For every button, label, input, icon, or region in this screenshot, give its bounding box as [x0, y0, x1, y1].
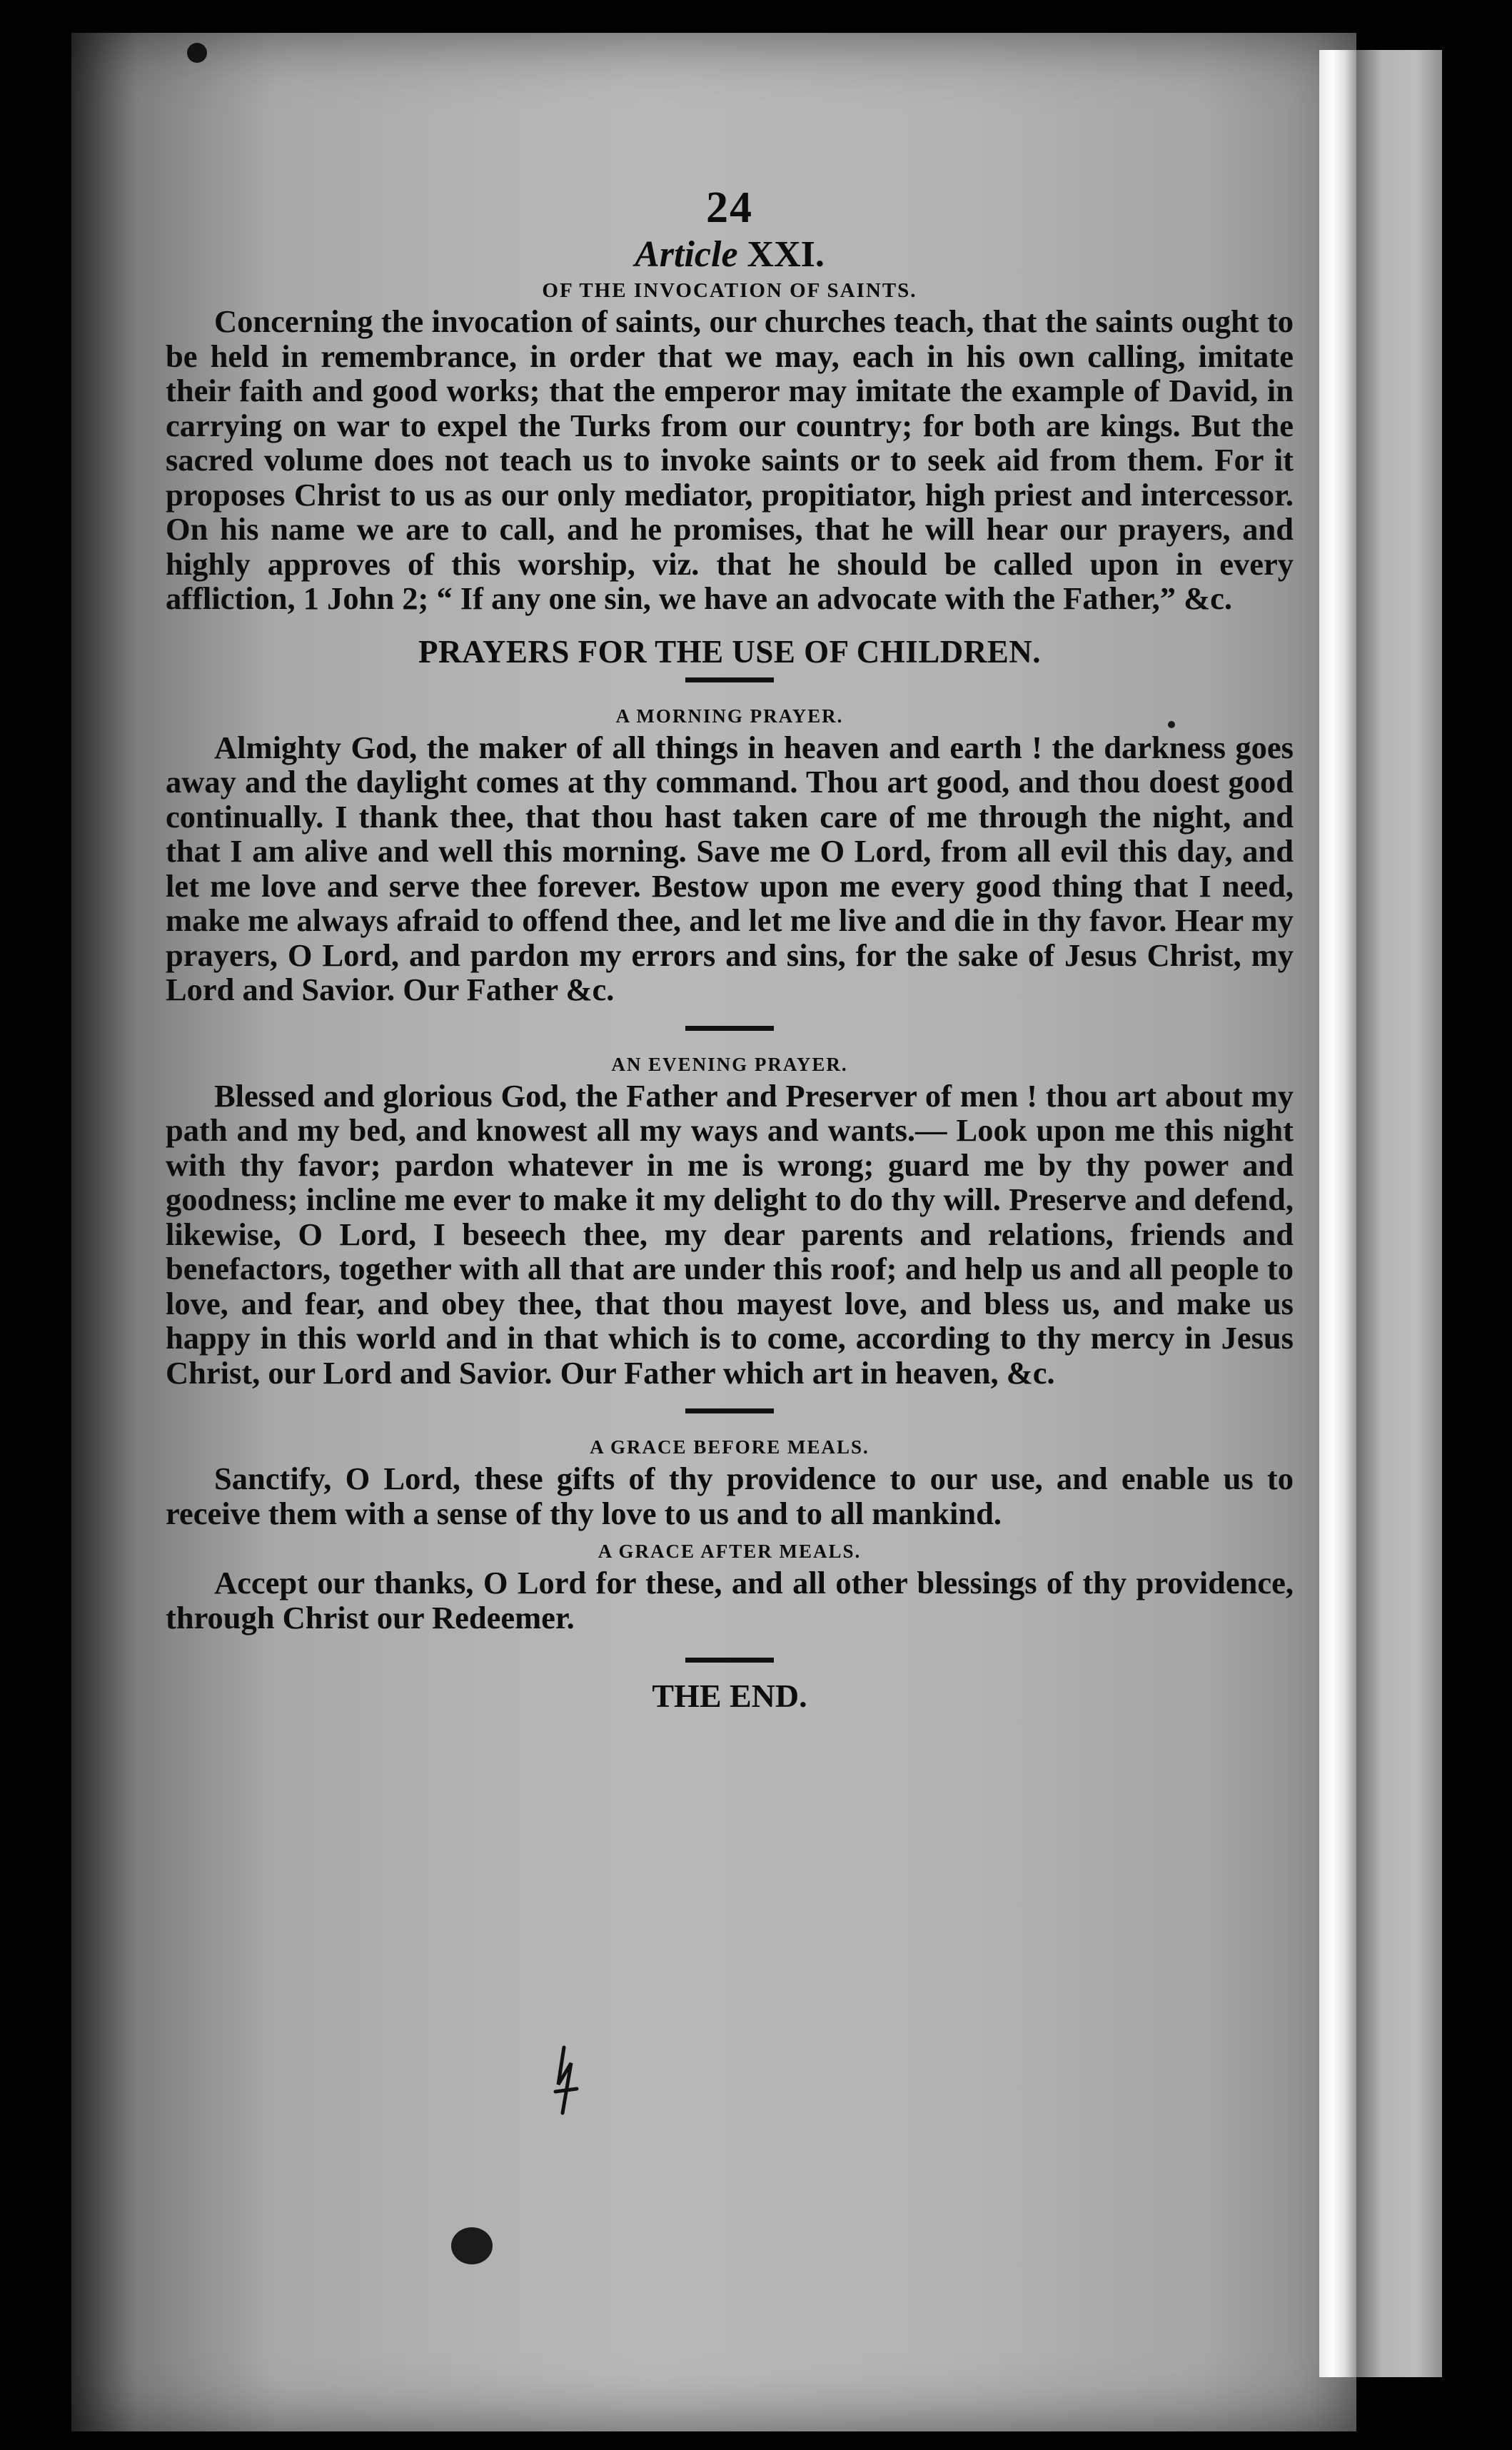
section-divider	[685, 677, 774, 682]
article-subtitle: OF THE INVOCATION OF SAINTS.	[542, 279, 917, 303]
book-spine	[1356, 50, 1442, 2377]
grace-after-title: A GRACE AFTER MEALS.	[598, 1541, 862, 1563]
section-divider	[685, 1658, 774, 1663]
page-number: 24	[706, 183, 753, 232]
end-title: THE END.	[652, 1678, 807, 1715]
grace-after-text: Accept our thanks, O Lord for these, and all other blessings of thy providence, through Christ our Redeemer.	[166, 1565, 1294, 1635]
article-paragraph: Concerning the invocation of saints, our churches teach, that the saints ought to be held in remembrance, in order that we may, each in his own calling, imitate their faith and good works; that the emperor may imitate the example of David, in carrying on war to expel the Turks from our country; for both are kings. But the sacred volume does not teach us to invoke saints or to seek aid from them. For it proposes Christ to us as our only mediator, propitiator, high priest and intercessor. On his name we are to call, and he promises, that he will hear our prayers, and highly approves of this worship, viz. that he should be called upon in every affliction, 1 John 2; “ If any one sin, we have an advocate with the Father,” &c.	[166, 303, 1294, 617]
section-divider	[685, 1408, 774, 1413]
evening-prayer-title: AN EVENING PRAYER.	[611, 1053, 848, 1075]
ink-speck	[451, 2227, 493, 2264]
evening-prayer-text: Blessed and glorious God, the Father and Preserver of men ! thou art about my path and my bed, and knowest all my ways and wants.— Look upon me this night with thy favor; pardon whatever in me is wrong; guard me by thy power and goodness; incline me ever to make it my delight to do thy will. Preserve and defend, likewise, O Lord, I beseech thee, my dear parents and relations, friends and benefactors, together with all that are under this roof; and help us and all people to love, and fear, and obey thee, that thou mayest love, and bless us, and make us happy in this world and in that which is to come, according to thy mercy in Jesus Christ, our Lord and Savior. Our Father which art in heaven, &c.	[166, 1077, 1294, 1391]
page-edge	[1319, 50, 1356, 2377]
article-title	[166, 234, 1294, 275]
section-divider	[685, 1026, 774, 1031]
morning-prayer-title: A MORNING PRAYER.	[615, 705, 844, 727]
morning-prayer-text: Almighty God, the maker of all things in heaven and earth ! the darkness goes away and the daylight comes at thy command. Thou art good, and thou doest good continually. I thank thee, that thou hast taken care of me through the night, and that I am alive and well this morning. Save me O Lord, from all evil this day, and let me love and serve thee forever. Bestow upon me every good thing that I need, make me always afraid to offend thee, and let me live and die in thy favor. Hear my prayers, O Lord, and pardon my errors and sins, for the sake of Jesus Christ, my Lord and Savior. Our Father &c.	[166, 729, 1294, 1008]
article-number: XXI.	[747, 234, 825, 275]
prayers-heading: PRAYERS FOR THE USE OF CHILDREN.	[418, 633, 1041, 670]
article-label: Article	[635, 234, 738, 275]
page-text	[166, 183, 1294, 1715]
grace-before-title: A GRACE BEFORE MEALS.	[590, 1436, 870, 1458]
grace-before-text: Sanctify, O Lord, these gifts of thy providence to our use, and enable us to receive them with a sense of thy love to us and to all mankind.	[166, 1461, 1294, 1531]
ink-speck	[187, 43, 207, 63]
pencil-mark	[543, 2042, 585, 2120]
